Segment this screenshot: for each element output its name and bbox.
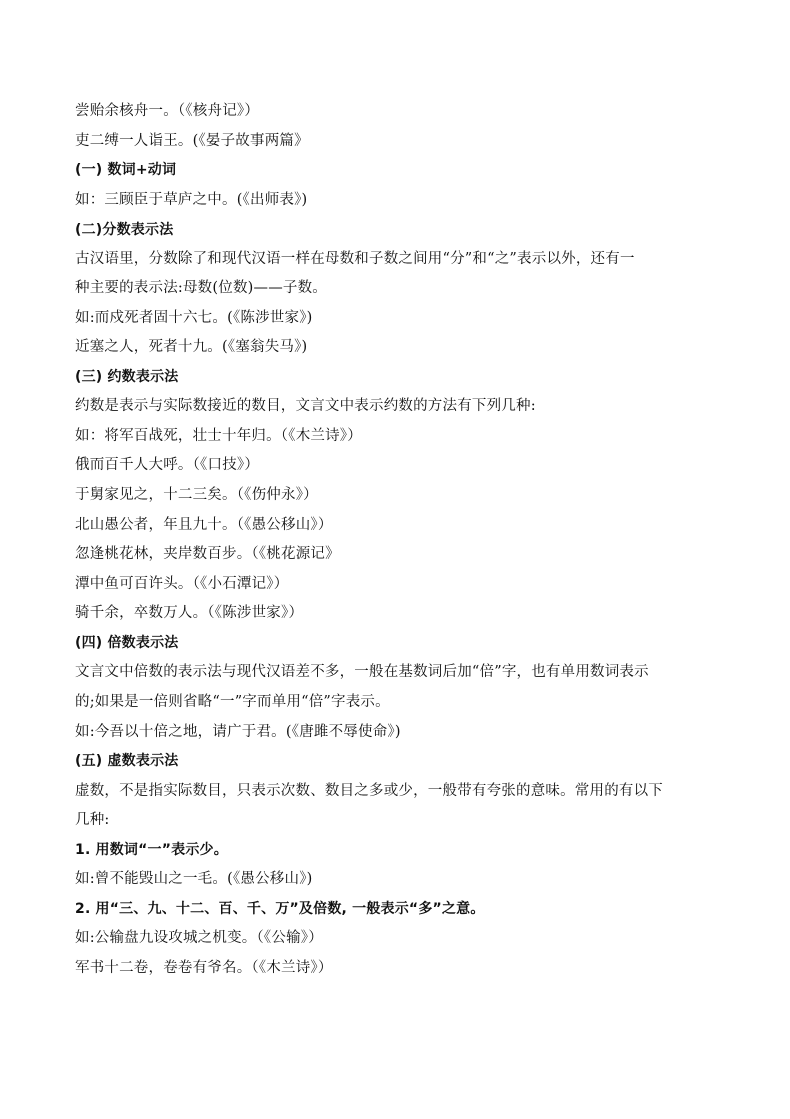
text-line: 俄而百千人大呼。（《口技》） bbox=[75, 457, 260, 473]
text-line: 如：三顾臣于草庐之中。(《出师表》) bbox=[75, 192, 308, 208]
text-line: 约数是表示与实际数接近的数目，文言文中表示约数的方法有下列几种: bbox=[75, 398, 536, 414]
text-line: 于舅家见之，十二三矣。（《伤仲永》） bbox=[75, 487, 318, 503]
numbered-heading: 1. 用数词“一”表示少。 bbox=[75, 842, 228, 858]
text-line: 的;如果是一倍则省略“一”字而单用“倍”字表示。 bbox=[75, 694, 390, 710]
section-heading: (二)分数表示法 bbox=[75, 222, 174, 238]
numbered-heading: 2. 用“三、九、十二、百、千、万”及倍数, 一般表示“多”之意。 bbox=[75, 901, 485, 917]
text-line: 北山愚公者，年且九十。（《愚公移山》） bbox=[75, 517, 333, 533]
text-line: 如：将军百战死，壮士十年归。（《木兰诗》） bbox=[75, 428, 362, 444]
text-line: 潭中鱼可百许头。（《小石潭记》） bbox=[75, 576, 289, 592]
text-line: 骑千余，卒数万人。（《陈涉世家》） bbox=[75, 605, 304, 621]
text-line: 虚数，不是指实际数目，只表示次数、数目之多或少，一般带有夸张的意味。常用的有以下 bbox=[75, 783, 663, 799]
text-line: 文言文中倍数的表示法与现代汉语差不多，一般在基数词后加“倍”字，也有单用数词表示 bbox=[75, 664, 649, 680]
text-line: 如:曾不能毁山之一毛。(《愚公移山》) bbox=[75, 871, 313, 887]
text-line: 尝贻余核舟一。（《核舟记》） bbox=[75, 103, 260, 119]
text-line: 如:公输盘九设攻城之机变。（《公输》） bbox=[75, 930, 323, 946]
section-heading: (三) 约数表示法 bbox=[75, 369, 179, 385]
section-heading: (一) 数词+动词 bbox=[75, 162, 177, 178]
text-line: 种主要的表示法:母数(位数)——子数。 bbox=[75, 280, 327, 296]
text-line: 如:而戍死者固十六七。(《陈涉世家》) bbox=[75, 310, 313, 326]
text-line: 如:今吾以十倍之地，请广于君。(《唐雎不辱使命》) bbox=[75, 724, 401, 740]
text-line: 近塞之人，死者十九。(《塞翁失马》) bbox=[75, 339, 308, 355]
section-heading: (四) 倍数表示法 bbox=[75, 635, 179, 651]
text-line: 吏二缚一人诣王。(《晏子故事两篇》 bbox=[75, 133, 309, 149]
text-line: 几种: bbox=[75, 812, 110, 828]
text-line: 军书十二卷，卷卷有爷名。（《木兰诗》） bbox=[75, 960, 333, 976]
page-content bbox=[75, 101, 725, 978]
text-line: 忽逢桃花林，夹岸数百步。（《桃花源记》 bbox=[75, 546, 340, 562]
section-heading: (五) 虚数表示法 bbox=[75, 753, 179, 769]
text-line: 古汉语里，分数除了和现代汉语一样在母数和子数之间用“分”和“之”表示以外，还有一 bbox=[75, 251, 635, 267]
